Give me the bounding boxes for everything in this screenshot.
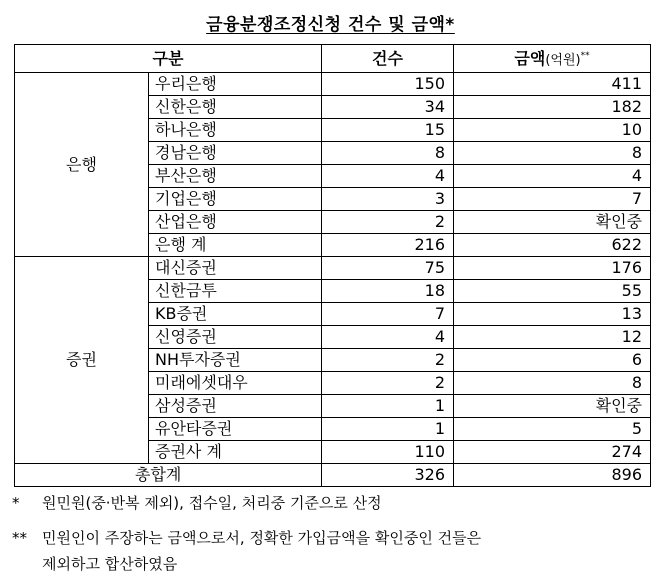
cell-name: 삼성증권 [149, 395, 322, 418]
total-amount: 896 [454, 464, 651, 487]
footnote-1 [12, 490, 652, 516]
cell-count: 18 [322, 280, 454, 303]
total-row [15, 464, 651, 487]
dispute-table [14, 44, 651, 487]
cell-name: 신한금투 [149, 280, 322, 303]
group-label: 은행 [15, 73, 149, 257]
cell-name: 유안타증권 [149, 418, 322, 441]
cell-name: KB증권 [149, 303, 322, 326]
cell-count: 1 [322, 418, 454, 441]
cell-name: 신한은행 [149, 96, 322, 119]
header-amount-main: 금액 [514, 49, 546, 68]
cell-amount: 8 [454, 372, 651, 395]
cell-name: 미래에셋대우 [149, 372, 322, 395]
cell-name: 경남은행 [149, 142, 322, 165]
cell-amount: 622 [454, 234, 651, 257]
header-amount-unit: (억원) [545, 53, 581, 68]
cell-count: 8 [322, 142, 454, 165]
header-amount-mark: ** [580, 51, 590, 61]
cell-count: 3 [322, 188, 454, 211]
document-title-wrap [0, 10, 661, 35]
cell-amount: 411 [454, 73, 651, 96]
cell-name: 산업은행 [149, 211, 322, 234]
cell-name: 은행 계 [149, 234, 322, 257]
cell-count: 34 [322, 96, 454, 119]
cell-count: 7 [322, 303, 454, 326]
header-row [15, 45, 651, 73]
footnote-2-text-cont: 제외하고 합산하였음 [42, 555, 178, 573]
cell-amount: 55 [454, 280, 651, 303]
cell-amount: 10 [454, 119, 651, 142]
cell-name: NH투자증권 [149, 349, 322, 372]
cell-count: 1 [322, 395, 454, 418]
document-title: 금융분쟁조정신청 건수 및 금액* [206, 15, 455, 35]
table-row [15, 73, 651, 96]
cell-amount: 6 [454, 349, 651, 372]
header-count: 건수 [322, 45, 454, 73]
header-category: 구분 [15, 45, 322, 73]
footnote-1-text: 원민원(중·반복 제외), 접수일, 처리중 기준으로 산정 [42, 494, 382, 512]
cell-amount: 8 [454, 142, 651, 165]
cell-name: 신영증권 [149, 326, 322, 349]
cell-amount: 확인중 [454, 395, 651, 418]
cell-amount: 7 [454, 188, 651, 211]
table-body [15, 73, 651, 464]
footnote-2 [12, 525, 652, 577]
cell-name: 하나은행 [149, 119, 322, 142]
footnote-2-mark: ** [12, 529, 27, 547]
cell-count: 15 [322, 119, 454, 142]
cell-count: 2 [322, 211, 454, 234]
cell-count: 110 [322, 441, 454, 464]
cell-name: 부산은행 [149, 165, 322, 188]
cell-name: 우리은행 [149, 73, 322, 96]
cell-amount: 274 [454, 441, 651, 464]
cell-amount: 12 [454, 326, 651, 349]
cell-count: 216 [322, 234, 454, 257]
cell-count: 4 [322, 165, 454, 188]
cell-amount: 176 [454, 257, 651, 280]
footnote-2-text: 민원인이 주장하는 금액으로서, 정확한 가입금액을 확인중인 건들은 [42, 529, 482, 547]
cell-name: 증권사 계 [149, 441, 322, 464]
cell-name: 대신증권 [149, 257, 322, 280]
table-row [15, 257, 651, 280]
cell-count: 4 [322, 326, 454, 349]
cell-amount: 182 [454, 96, 651, 119]
total-count: 326 [322, 464, 454, 487]
cell-count: 150 [322, 73, 454, 96]
header-amount [454, 45, 651, 73]
cell-count: 2 [322, 349, 454, 372]
cell-amount: 4 [454, 165, 651, 188]
footnotes [12, 490, 652, 586]
footnote-1-mark: * [12, 494, 20, 512]
cell-amount: 5 [454, 418, 651, 441]
cell-name: 기업은행 [149, 188, 322, 211]
group-label: 증권 [15, 257, 149, 464]
cell-amount: 13 [454, 303, 651, 326]
total-label: 총합계 [15, 464, 322, 487]
cell-count: 2 [322, 372, 454, 395]
cell-amount: 확인중 [454, 211, 651, 234]
cell-count: 75 [322, 257, 454, 280]
